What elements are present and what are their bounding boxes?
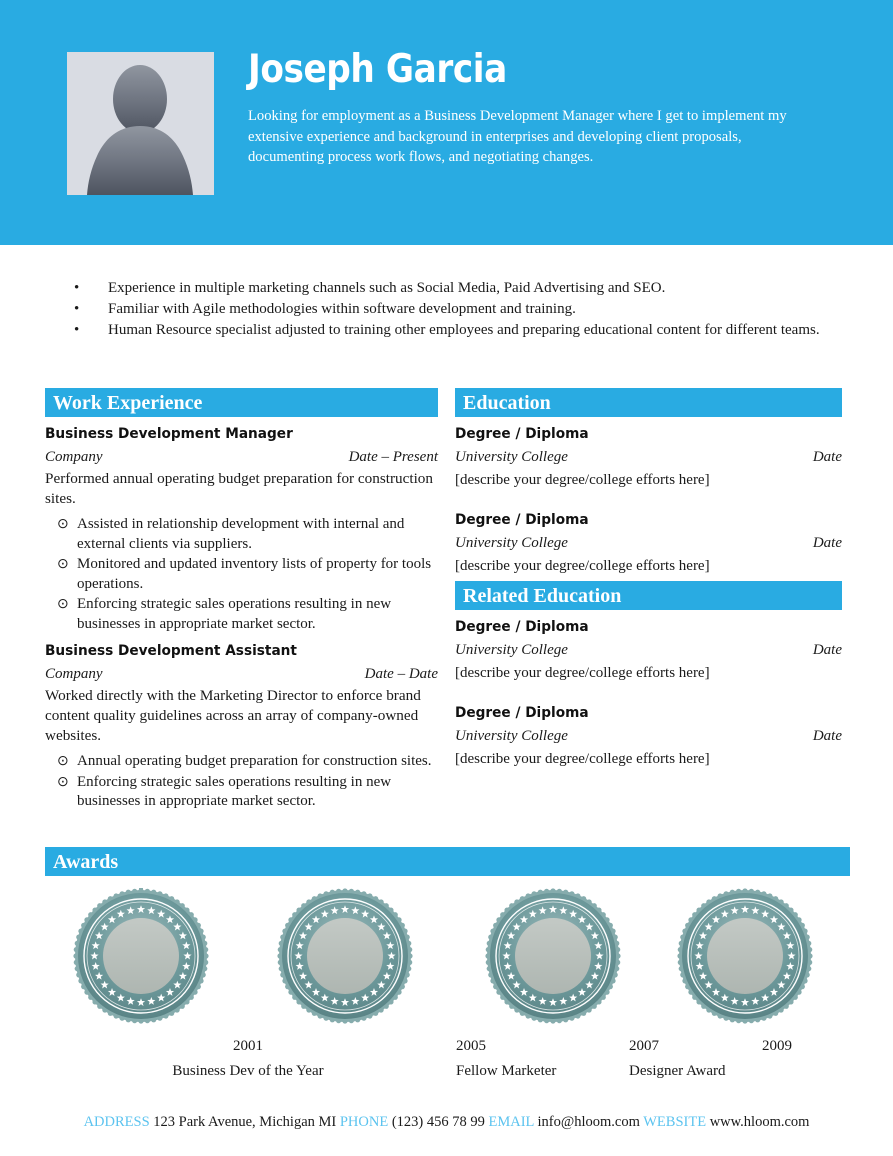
award-badge [485, 888, 621, 1024]
award-title: Business Dev of the Year [172, 1063, 324, 1079]
circled-dot-icon: ⊙ [57, 754, 69, 769]
education-description: [describe your degree/college efforts here] [455, 665, 710, 681]
education-date: Date [812, 449, 842, 465]
job-bullet-text: Assisted in relationship development with internal and external clients via suppliers. [77, 516, 405, 552]
address-value: 123 Park Avenue, Michigan MI [153, 1114, 337, 1130]
phone-value: (123) 456 78 99 [391, 1114, 485, 1130]
job-company: Company [45, 666, 103, 682]
award-seal-icon [485, 888, 621, 1024]
job-bullet-text: Annual operating budget preparation for construction sites. [77, 753, 432, 769]
award-year: 2005 [456, 1038, 486, 1054]
job-bullet-list [45, 752, 438, 812]
degree-title: Degree / Diploma [455, 705, 589, 721]
education-date: Date [812, 642, 842, 658]
award-year: 2001 [233, 1038, 263, 1054]
job-bullet-text: Monitored and updated inventory lists of property for tools operations. [77, 556, 432, 592]
award-year: 2007 [629, 1038, 659, 1054]
list-item [45, 515, 438, 554]
section-header-related-education: Related Education [455, 581, 842, 610]
education-entry [455, 511, 842, 577]
list-item [45, 773, 438, 812]
job-meta-row [45, 446, 438, 468]
education-meta-row [455, 446, 842, 468]
education-meta-row [455, 532, 842, 554]
job-title: Business Development Assistant [45, 643, 297, 659]
section-header-education: Education [455, 388, 842, 417]
candidate-summary: Looking for employment as a Business Development Manager where I get to implement my extensive experience and background in enterprises and developing client proposals, documenting process work flows, and negotiating changes. [248, 108, 787, 165]
education-description: [describe your degree/college efforts here] [455, 751, 710, 767]
circled-dot-icon: ⊙ [57, 597, 69, 612]
award-title: Fellow Marketer [456, 1063, 557, 1079]
bullet-icon: • [74, 301, 80, 317]
profile-photo-placeholder [67, 52, 214, 195]
award-year: 2009 [762, 1038, 792, 1054]
school-name: University College [455, 728, 568, 744]
degree-title: Degree / Diploma [455, 512, 589, 528]
school-name: University College [455, 642, 568, 658]
education-description: [describe your degree/college efforts here] [455, 558, 710, 574]
person-silhouette-icon [67, 52, 214, 195]
job-description: Performed annual operating budget preparation for construction sites. [45, 470, 433, 507]
award-seal-icon [277, 888, 413, 1024]
award-labels-row [45, 1034, 850, 1094]
highlights-list [68, 278, 858, 340]
section-header-work-experience: Work Experience [45, 388, 438, 417]
related-education-entry [455, 704, 842, 770]
award-badge [277, 888, 413, 1024]
award-label [629, 1034, 726, 1084]
award-badge [677, 888, 813, 1024]
list-item [68, 299, 858, 319]
job-entry [45, 425, 438, 634]
list-item [45, 752, 438, 772]
award-seal-icon [677, 888, 813, 1024]
email-value[interactable]: info@hloom.com [537, 1114, 640, 1130]
degree-title: Degree / Diploma [455, 426, 589, 442]
address-label: ADDRESS [83, 1114, 150, 1130]
award-seal-icon [73, 888, 209, 1024]
list-item [45, 595, 438, 634]
list-item [68, 320, 858, 340]
degree-title: Degree / Diploma [455, 619, 589, 635]
education-date: Date [812, 535, 842, 551]
phone-label: PHONE [339, 1114, 389, 1130]
website-value[interactable]: www.hloom.com [709, 1114, 810, 1130]
award-label [762, 1034, 792, 1059]
job-bullet-list [45, 515, 438, 634]
list-item [45, 555, 438, 594]
awards-section [45, 847, 850, 1094]
school-name: University College [455, 535, 568, 551]
bullet-icon: • [74, 280, 80, 296]
section-header-awards: Awards [45, 847, 850, 876]
education-column [455, 388, 842, 770]
candidate-name: Joseph Garcia [248, 47, 507, 92]
job-dates: Date – Date [364, 666, 438, 682]
education-meta-row [455, 725, 842, 747]
job-bullet-text: Enforcing strategic sales operations resulting in new businesses in appropriate market sector. [77, 773, 392, 809]
job-dates: Date – Present [348, 449, 438, 465]
bullet-icon: • [74, 322, 80, 338]
list-item [68, 278, 858, 298]
job-entry [45, 642, 438, 812]
school-name: University College [455, 449, 568, 465]
circled-dot-icon: ⊙ [57, 774, 69, 790]
highlight-text: Experience in multiple marketing channels such as Social Media, Paid Advertising and SEO. [108, 280, 666, 296]
header-banner [0, 0, 893, 245]
circled-dot-icon: ⊙ [57, 557, 69, 572]
job-company: Company [45, 449, 103, 465]
award-label [456, 1034, 556, 1084]
award-badge [73, 888, 209, 1024]
education-date: Date [812, 728, 842, 744]
education-description: [describe your degree/college efforts here] [455, 472, 710, 488]
job-meta-row [45, 663, 438, 685]
website-label: WEBSITE [643, 1114, 707, 1130]
award-label [163, 1034, 333, 1084]
circled-dot-icon: ⊙ [57, 517, 69, 532]
award-title: Designer Award [629, 1063, 726, 1079]
education-entry [455, 425, 842, 491]
highlight-text: Human Resource specialist adjusted to training other employees and preparing educational content for different teams. [108, 322, 820, 338]
job-description: Worked directly with the Marketing Director to enforce brand content quality guidelines across an array of company-owned websites. [45, 687, 421, 744]
footer-contact-bar [0, 1112, 893, 1132]
work-experience-column [45, 388, 438, 818]
job-bullet-text: Enforcing strategic sales operations resulting in new businesses in appropriate market sector. [77, 596, 392, 632]
email-label: EMAIL [488, 1114, 534, 1130]
award-badges-row [45, 888, 850, 1028]
job-title: Business Development Manager [45, 426, 293, 442]
header-text-block [248, 48, 848, 168]
highlights-section [68, 278, 858, 341]
related-education-entry [455, 618, 842, 684]
highlight-text: Familiar with Agile methodologies within software development and training. [108, 301, 576, 317]
education-meta-row [455, 639, 842, 661]
